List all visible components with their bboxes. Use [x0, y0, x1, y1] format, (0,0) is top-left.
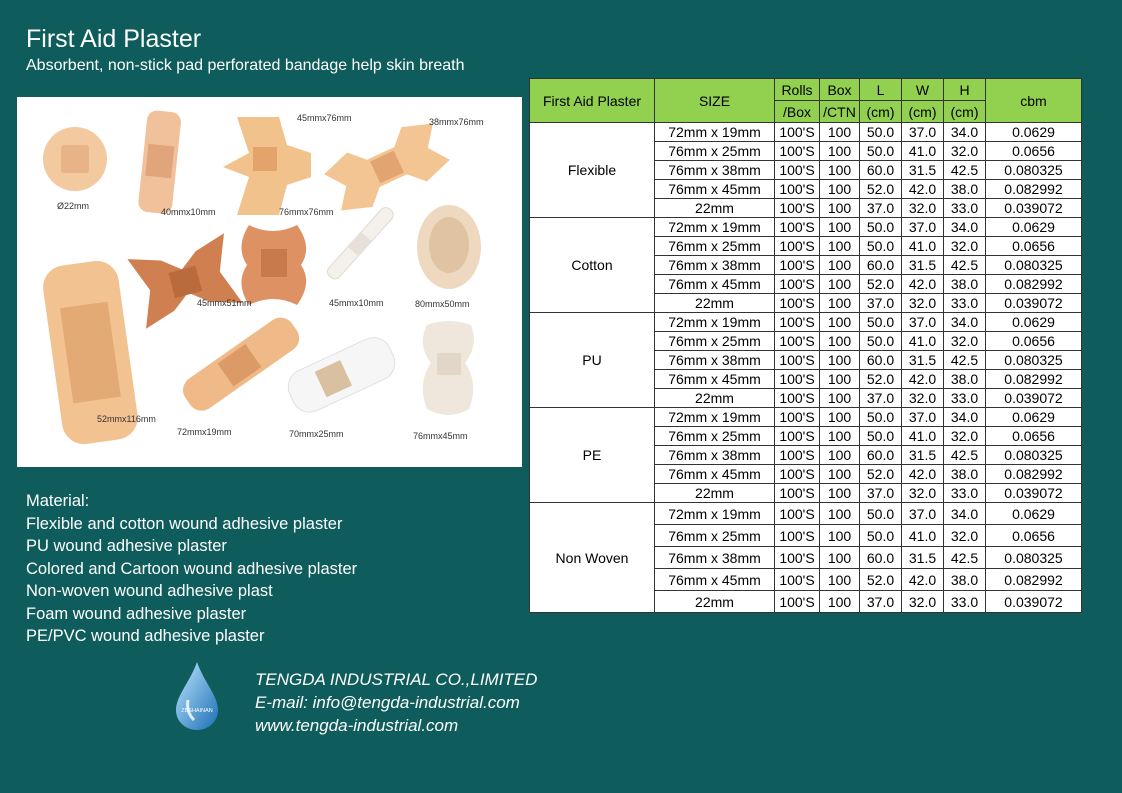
table-cell: 72mm x 19mm: [655, 408, 775, 427]
table-cell: 76mm x 25mm: [655, 142, 775, 161]
label-clear-strip: 70mmx25mm: [289, 429, 344, 439]
table-cell: 100: [820, 465, 860, 484]
table-cell: 100'S: [775, 465, 820, 484]
table-cell: 100'S: [775, 332, 820, 351]
table-cell: 100'S: [775, 351, 820, 370]
table-cell: 76mm x 38mm: [655, 256, 775, 275]
table-cell: 60.0: [860, 547, 902, 569]
table-cell: 100: [820, 256, 860, 275]
table-cell: 52.0: [860, 370, 902, 389]
table-cell: 0.039072: [986, 294, 1082, 313]
table-cell: 34.0: [944, 503, 986, 525]
table-row: [530, 408, 1082, 427]
spec-table-body: [530, 123, 1082, 613]
table-cell: 72mm x 19mm: [655, 218, 775, 237]
table-cell: 100'S: [775, 591, 820, 613]
material-item: Flexible and cotton wound adhesive plaster: [26, 514, 343, 533]
table-cell: 0.0629: [986, 218, 1082, 237]
table-cell: 50.0: [860, 142, 902, 161]
table-cell: 76mm x 45mm: [655, 180, 775, 199]
header-h-unit: (cm): [944, 101, 986, 123]
table-cell: 42.0: [902, 180, 944, 199]
table-cell: 76mm x 38mm: [655, 161, 775, 180]
round-plaster: [43, 127, 107, 191]
table-cell: 100: [820, 199, 860, 218]
product-photo: [17, 97, 522, 467]
table-cell: 100: [820, 389, 860, 408]
group-name: PE: [530, 408, 655, 503]
table-row: [530, 123, 1082, 142]
page-subtitle: Absorbent, non-stick pad perforated bandage help skin breath: [26, 57, 465, 74]
table-cell: 0.082992: [986, 370, 1082, 389]
table-cell: 76mm x 25mm: [655, 427, 775, 446]
material-item: PU wound adhesive plaster: [26, 537, 227, 555]
table-cell: 50.0: [860, 525, 902, 547]
table-cell: 100: [820, 161, 860, 180]
table-cell: 37.0: [860, 294, 902, 313]
label-fingertip: 45mmx76mm: [297, 113, 352, 123]
table-cell: 100: [820, 408, 860, 427]
table-cell: 76mm x 38mm: [655, 351, 775, 370]
table-cell: 100: [820, 313, 860, 332]
table-cell: 31.5: [902, 446, 944, 465]
table-cell: 31.5: [902, 351, 944, 370]
table-cell: 0.0656: [986, 332, 1082, 351]
butterfly-square-plaster: [241, 225, 306, 305]
table-cell: 33.0: [944, 294, 986, 313]
label-big-strip: 52mmx116mm: [97, 414, 156, 424]
table-cell: 0.080325: [986, 446, 1082, 465]
material-list: [26, 490, 357, 648]
table-cell: 52.0: [860, 180, 902, 199]
table-cell: 22mm: [655, 484, 775, 503]
header-product: First Aid Plaster: [530, 79, 655, 123]
table-cell: 37.0: [902, 313, 944, 332]
company-name: TENGDA INDUSTRIAL CO.,LIMITED: [255, 670, 538, 689]
spec-table: [529, 78, 1082, 613]
table-cell: 100: [820, 332, 860, 351]
table-cell: 0.082992: [986, 275, 1082, 294]
table-cell: 100: [820, 123, 860, 142]
table-cell: 100'S: [775, 294, 820, 313]
strip-72-plaster: [178, 312, 305, 416]
table-row: [530, 218, 1082, 237]
header-w: W: [902, 79, 944, 101]
table-cell: 100'S: [775, 161, 820, 180]
table-cell: 60.0: [860, 351, 902, 370]
group-name: PU: [530, 313, 655, 408]
table-cell: 41.0: [902, 237, 944, 256]
table-cell: 72mm x 19mm: [655, 123, 775, 142]
table-cell: 52.0: [860, 465, 902, 484]
table-cell: 33.0: [944, 199, 986, 218]
table-cell: 0.082992: [986, 180, 1082, 199]
logo-text: ZBSHAINAN: [181, 708, 213, 714]
table-cell: 100'S: [775, 123, 820, 142]
header-size: SIZE: [655, 79, 775, 123]
material-item: Colored and Cartoon wound adhesive plaster: [26, 559, 358, 578]
table-cell: 42.0: [902, 370, 944, 389]
table-cell: 0.080325: [986, 256, 1082, 275]
table-cell: 100'S: [775, 370, 820, 389]
table-cell: 52.0: [860, 275, 902, 294]
table-cell: 100'S: [775, 180, 820, 199]
table-cell: 37.0: [860, 484, 902, 503]
table-cell: 100'S: [775, 503, 820, 525]
table-cell: 38.0: [944, 275, 986, 294]
company-email[interactable]: E-mail: info@tengda-industrial.com: [255, 693, 520, 712]
company-info: [255, 668, 537, 737]
table-cell: 32.0: [944, 332, 986, 351]
label-strip-small: 40mmx10mm: [161, 207, 216, 217]
table-cell: 0.080325: [986, 161, 1082, 180]
table-cell: 38.0: [944, 180, 986, 199]
table-cell: 52.0: [860, 569, 902, 591]
header-l: L: [860, 79, 902, 101]
group-name: Flexible: [530, 123, 655, 218]
table-cell: 100'S: [775, 446, 820, 465]
table-cell: 100: [820, 142, 860, 161]
table-cell: 32.0: [902, 294, 944, 313]
label-knuckle: 45mmx51mm: [197, 298, 252, 308]
table-cell: 100: [820, 237, 860, 256]
table-row: [530, 313, 1082, 332]
table-cell: 50.0: [860, 123, 902, 142]
table-cell: 50.0: [860, 332, 902, 351]
label-eye: 80mmx50mm: [415, 299, 470, 309]
table-cell: 76mm x 25mm: [655, 525, 775, 547]
label-strip-72: 72mmx19mm: [177, 427, 232, 437]
table-cell: 34.0: [944, 218, 986, 237]
table-cell: 38.0: [944, 370, 986, 389]
table-cell: 0.0629: [986, 123, 1082, 142]
table-cell: 0.0656: [986, 525, 1082, 547]
table-cell: 32.0: [944, 237, 986, 256]
table-cell: 32.0: [944, 142, 986, 161]
table-cell: 31.5: [902, 256, 944, 275]
table-cell: 100'S: [775, 484, 820, 503]
material-item: PE/PVC wound adhesive plaster: [26, 627, 265, 645]
table-cell: 32.0: [902, 389, 944, 408]
table-cell: 50.0: [860, 427, 902, 446]
table-cell: 41.0: [902, 142, 944, 161]
table-cell: 42.5: [944, 351, 986, 370]
table-cell: 60.0: [860, 161, 902, 180]
table-cell: 100'S: [775, 256, 820, 275]
table-cell: 100: [820, 446, 860, 465]
label-fingertip-white: 76mmx45mm: [413, 431, 468, 441]
table-cell: 41.0: [902, 427, 944, 446]
table-cell: 100'S: [775, 389, 820, 408]
table-cell: 32.0: [902, 484, 944, 503]
table-cell: 32.0: [902, 199, 944, 218]
table-cell: 50.0: [860, 218, 902, 237]
table-cell: 100'S: [775, 569, 820, 591]
strip-plaster-small: [137, 110, 181, 215]
table-cell: 0.0656: [986, 237, 1082, 256]
header-box-unit: /CTN: [820, 101, 860, 123]
table-cell: 37.0: [860, 199, 902, 218]
table-cell: 0.0629: [986, 313, 1082, 332]
table-cell: 0.0629: [986, 503, 1082, 525]
label-butterfly-square: 76mmx76mm: [279, 207, 334, 217]
table-cell: 100'S: [775, 547, 820, 569]
table-cell: 76mm x 45mm: [655, 370, 775, 389]
header-rolls: Rolls: [775, 79, 820, 101]
table-cell: 34.0: [944, 123, 986, 142]
company-website[interactable]: www.tengda-industrial.com: [255, 716, 459, 735]
table-cell: 100'S: [775, 218, 820, 237]
fingertip-white-plaster: [423, 321, 474, 415]
table-cell: 100: [820, 351, 860, 370]
table-cell: 22mm: [655, 389, 775, 408]
label-knuckle-large: 38mmx76mm: [429, 117, 484, 127]
narrow-strip-plaster: [325, 205, 396, 281]
material-heading: Material:: [26, 492, 90, 510]
table-cell: 0.0629: [986, 408, 1082, 427]
table-cell: 100'S: [775, 275, 820, 294]
table-cell: 100: [820, 275, 860, 294]
header-l-unit: (cm): [860, 101, 902, 123]
table-cell: 0.039072: [986, 591, 1082, 613]
header-h: H: [944, 79, 986, 101]
table-cell: 0.039072: [986, 389, 1082, 408]
table-cell: 0.0656: [986, 427, 1082, 446]
table-cell: 0.039072: [986, 199, 1082, 218]
table-cell: 32.0: [944, 525, 986, 547]
table-cell: 100'S: [775, 199, 820, 218]
group-name: Cotton: [530, 218, 655, 313]
table-row: [530, 503, 1082, 525]
table-cell: 38.0: [944, 465, 986, 484]
header-box: Box: [820, 79, 860, 101]
table-cell: 100: [820, 503, 860, 525]
table-cell: 33.0: [944, 484, 986, 503]
table-cell: 100: [820, 427, 860, 446]
table-cell: 34.0: [944, 408, 986, 427]
table-cell: 22mm: [655, 199, 775, 218]
table-cell: 42.5: [944, 161, 986, 180]
table-cell: 34.0: [944, 313, 986, 332]
table-cell: 42.0: [902, 569, 944, 591]
table-cell: 72mm x 19mm: [655, 503, 775, 525]
table-cell: 37.0: [902, 123, 944, 142]
table-cell: 100'S: [775, 427, 820, 446]
page-title: First Aid Plaster: [26, 25, 202, 53]
label-narrow-strip: 45mmx10mm: [329, 298, 384, 308]
table-cell: 42.0: [902, 275, 944, 294]
table-cell: 60.0: [860, 256, 902, 275]
table-cell: 37.0: [902, 218, 944, 237]
table-cell: 60.0: [860, 446, 902, 465]
table-cell: 32.0: [902, 591, 944, 613]
table-cell: 0.082992: [986, 465, 1082, 484]
table-cell: 42.5: [944, 446, 986, 465]
table-cell: 37.0: [902, 503, 944, 525]
table-cell: 42.0: [902, 465, 944, 484]
table-cell: 76mm x 38mm: [655, 446, 775, 465]
table-cell: 33.0: [944, 389, 986, 408]
table-cell: 100: [820, 370, 860, 389]
table-cell: 41.0: [902, 332, 944, 351]
material-item: Foam wound adhesive plaster: [26, 604, 247, 623]
table-cell: 100: [820, 525, 860, 547]
table-cell: 42.5: [944, 547, 986, 569]
table-cell: 50.0: [860, 408, 902, 427]
table-cell: 76mm x 25mm: [655, 237, 775, 256]
label-round: Ø22mm: [57, 201, 90, 211]
table-cell: 38.0: [944, 569, 986, 591]
table-cell: 100'S: [775, 408, 820, 427]
table-cell: 50.0: [860, 313, 902, 332]
table-cell: 22mm: [655, 591, 775, 613]
knuckle-plaster: [127, 233, 242, 328]
table-cell: 50.0: [860, 237, 902, 256]
table-cell: 100: [820, 180, 860, 199]
table-cell: 100'S: [775, 142, 820, 161]
table-cell: 100: [820, 218, 860, 237]
table-cell: 0.039072: [986, 484, 1082, 503]
table-cell: 100: [820, 569, 860, 591]
table-cell: 100: [820, 294, 860, 313]
header-cbm: cbm: [986, 79, 1082, 123]
table-cell: 76mm x 45mm: [655, 569, 775, 591]
table-cell: 76mm x 25mm: [655, 332, 775, 351]
table-cell: 100'S: [775, 313, 820, 332]
table-cell: 32.0: [944, 427, 986, 446]
table-cell: 33.0: [944, 591, 986, 613]
company-logo: [174, 660, 220, 732]
header-rolls-unit: /Box: [775, 101, 820, 123]
table-cell: 0.082992: [986, 569, 1082, 591]
table-cell: 22mm: [655, 294, 775, 313]
table-cell: 31.5: [902, 161, 944, 180]
table-cell: 37.0: [902, 408, 944, 427]
table-cell: 37.0: [860, 389, 902, 408]
table-cell: 100'S: [775, 525, 820, 547]
table-cell: 100: [820, 547, 860, 569]
table-cell: 100: [820, 591, 860, 613]
table-cell: 0.080325: [986, 351, 1082, 370]
table-cell: 100: [820, 484, 860, 503]
spec-table-header: [530, 79, 1082, 123]
table-cell: 50.0: [860, 503, 902, 525]
material-item: Non-woven wound adhesive plast: [26, 582, 273, 600]
group-name: Non Woven: [530, 503, 655, 613]
table-cell: 100'S: [775, 237, 820, 256]
fingertip-plaster: [223, 117, 311, 215]
eye-plaster: [417, 205, 481, 289]
table-cell: 31.5: [902, 547, 944, 569]
table-cell: 76mm x 45mm: [655, 275, 775, 294]
knuckle-plaster-large: [320, 114, 454, 219]
table-cell: 42.5: [944, 256, 986, 275]
table-cell: 72mm x 19mm: [655, 313, 775, 332]
table-cell: 41.0: [902, 525, 944, 547]
clear-strip-plaster: [282, 332, 400, 418]
table-cell: 0.0656: [986, 142, 1082, 161]
header-w-unit: (cm): [902, 101, 944, 123]
table-cell: 76mm x 38mm: [655, 547, 775, 569]
table-cell: 76mm x 45mm: [655, 465, 775, 484]
table-cell: 0.080325: [986, 547, 1082, 569]
table-cell: 37.0: [860, 591, 902, 613]
